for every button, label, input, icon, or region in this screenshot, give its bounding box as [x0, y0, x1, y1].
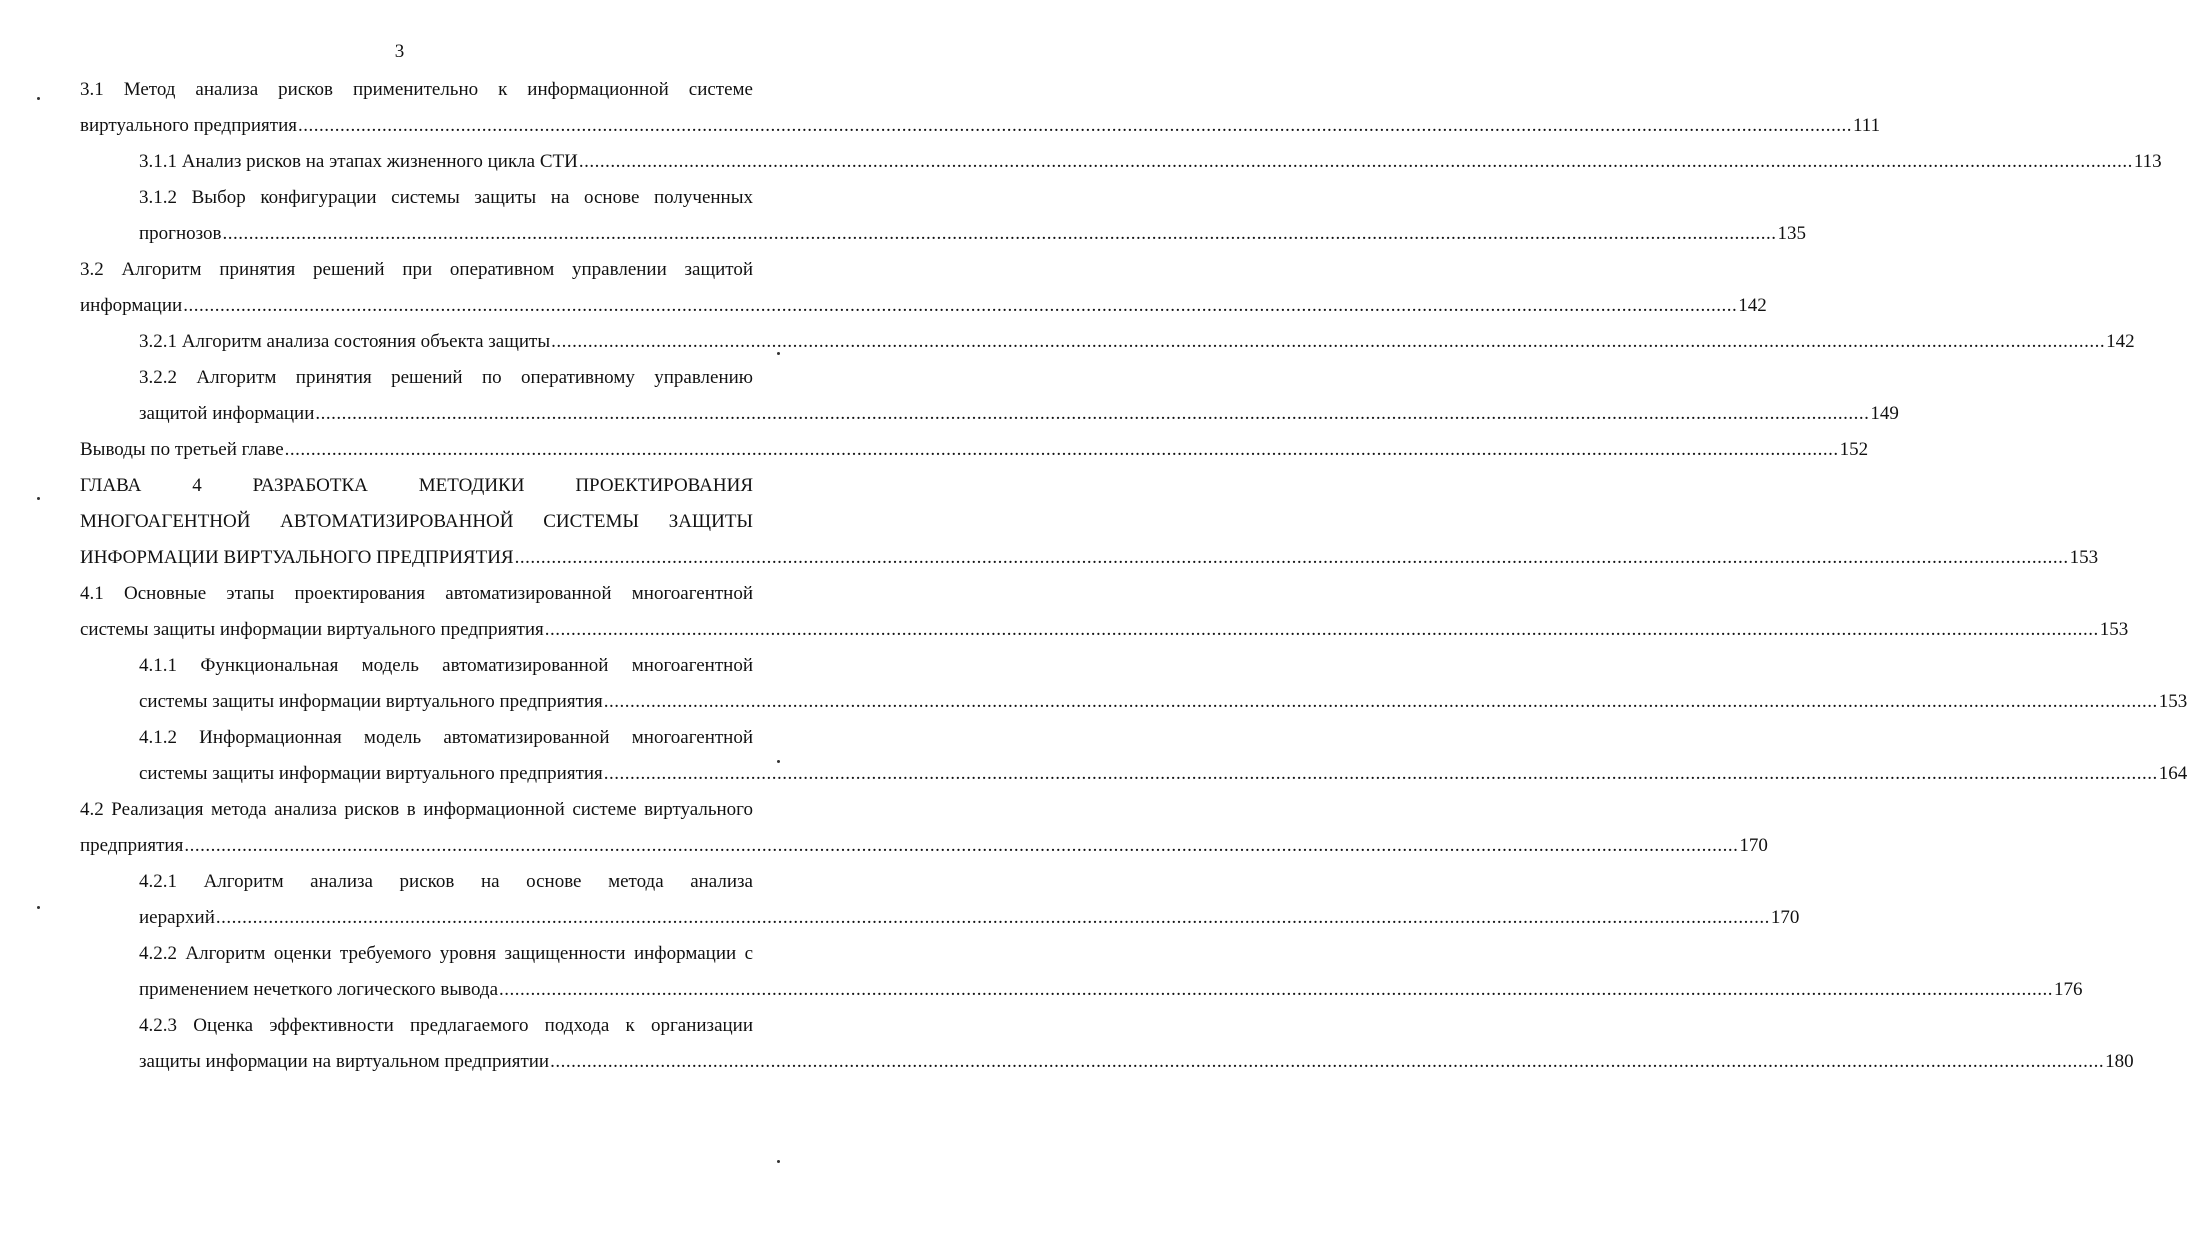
toc-page-number: 180 — [2105, 1051, 2134, 1072]
toc-chapter-line: ГЛАВА 4 РАЗРАБОТКА МЕТОДИКИ ПРОЕКТИРОВАНИЯ — [80, 475, 753, 496]
dot-leader: ........................................................................................................................................................................................................................................................................................................ — [184, 835, 1739, 856]
toc-entry-line: 4.2.2 Алгоритм оценки требуемого уровня защищенности информации с — [139, 943, 753, 964]
toc-entry-text: 3.1.1 Анализ рисков на этапах жизненного цикла СТИ — [139, 151, 578, 172]
toc-entry — [80, 576, 2129, 648]
toc-page-number: 142 — [1738, 295, 1767, 316]
toc-chapter-entry — [80, 468, 2099, 576]
dot-leader: ........................................................................................................................................................................................................................................................................................................ — [222, 223, 1777, 244]
dot-leader: ........................................................................................................................................................................................................................................................................................................ — [603, 691, 2158, 712]
toc-entry-line: 4.2.3 Оценка эффективности предлагаемого подхода к организации — [139, 1015, 753, 1036]
toc-entry-last-line — [139, 1044, 2134, 1080]
toc-entry-text: прогнозов — [139, 223, 222, 244]
toc-entry-text: иерархий — [139, 907, 215, 928]
toc-page-number: 170 — [1770, 907, 1800, 928]
toc-entry — [80, 648, 2187, 720]
scan-speck — [777, 352, 780, 355]
toc-entry-last-line — [139, 900, 1800, 936]
toc-entry — [80, 324, 2135, 360]
toc-entry-line: 4.1.1 Функциональная модель автоматизированной многоагентной — [139, 655, 753, 676]
scan-speck — [37, 906, 40, 909]
toc-entry-last-line — [139, 324, 2135, 360]
toc-entry-last-line — [139, 144, 2162, 180]
toc-entry-text: ИНФОРМАЦИИ ВИРТУАЛЬНОГО ПРЕДПРИЯТИЯ — [80, 547, 514, 568]
toc-entry — [80, 864, 1800, 936]
toc-entry — [80, 360, 1899, 432]
toc-entry-last-line — [80, 288, 1767, 324]
toc-entry-line: 4.1.2 Информационная модель автоматизированной многоагентной — [139, 727, 753, 748]
toc-entry-last-line — [139, 216, 1806, 252]
toc-page-number: 153 — [2158, 691, 2187, 712]
toc-entry — [80, 720, 2187, 792]
toc-entry-line: 3.1 Метод анализа рисков применительно к информационной системе — [80, 79, 753, 100]
toc-entry-text: защитой информации — [139, 403, 315, 424]
dot-leader: ........................................................................................................................................................................................................................................................................................................ — [183, 295, 1738, 316]
dot-leader: ........................................................................................................................................................................................................................................................................................................ — [284, 439, 1839, 460]
dot-leader: ........................................................................................................................................................................................................................................................................................................ — [544, 619, 2099, 640]
toc-page-number: 135 — [1777, 223, 1806, 244]
toc-entry-text: информации — [80, 295, 183, 316]
dot-leader: ........................................................................................................................................................................................................................................................................................................ — [315, 403, 1870, 424]
toc-entry-text: виртуального предприятия — [80, 115, 297, 136]
toc-page-number: 170 — [1739, 835, 1768, 856]
toc-entry-last-line — [80, 432, 1869, 468]
toc-entry-last-line — [139, 756, 2187, 792]
toc-page-number: 176 — [2054, 979, 2083, 1000]
dot-leader: ........................................................................................................................................................................................................................................................................................................ — [215, 907, 1770, 928]
dot-leader: ........................................................................................................................................................................................................................................................................................................ — [603, 763, 2158, 784]
toc-entry — [80, 792, 1768, 864]
scan-speck — [777, 1160, 780, 1163]
toc-entry-text: защиты информации на виртуальном предприятии — [139, 1051, 550, 1072]
dot-leader: ........................................................................................................................................................................................................................................................................................................ — [297, 115, 1852, 136]
toc-page-number: 153 — [2069, 547, 2099, 568]
toc-entry-line: 4.1 Основные этапы проектирования автоматизированной многоагентной — [80, 583, 753, 604]
toc-entry — [80, 936, 2083, 1008]
dot-leader: ........................................................................................................................................................................................................................................................................................................ — [550, 1051, 2105, 1072]
toc-page-number: 164 — [2158, 763, 2187, 784]
toc-entry-last-line — [80, 540, 2099, 576]
toc-entry-line: 4.2 Реализация метода анализа рисков в информационной системе виртуального — [80, 799, 753, 820]
dot-leader: ........................................................................................................................................................................................................................................................................................................ — [499, 979, 2053, 1000]
toc-page-number: 152 — [1839, 439, 1869, 460]
toc-entry-last-line — [80, 828, 1768, 864]
toc-page-number: 113 — [2133, 151, 2162, 172]
toc-entry — [80, 72, 1881, 144]
toc-entry-line: 3.2.2 Алгоритм принятия решений по оперативному управлению — [139, 367, 753, 388]
scan-speck — [37, 497, 40, 500]
scan-speck — [777, 760, 780, 763]
toc-entry — [80, 252, 1767, 324]
scan-speck — [37, 97, 40, 100]
dot-leader: ........................................................................................................................................................................................................................................................................................................ — [578, 151, 2133, 172]
toc-entry-text: системы защиты информации виртуального предприятия — [139, 691, 603, 712]
toc-entry-last-line — [139, 684, 2187, 720]
dot-leader: ........................................................................................................................................................................................................................................................................................................ — [514, 547, 2069, 568]
toc-entry-line: 4.2.1 Алгоритм анализа рисков на основе метода анализа — [139, 871, 753, 892]
toc-entry-text: системы защиты информации виртуального предприятия — [139, 763, 603, 784]
toc-page-number: 111 — [1852, 115, 1881, 136]
toc-chapter-line: МНОГОАГЕНТНОЙ АВТОМАТИЗИРОВАННОЙ СИСТЕМЫ ЗАЩИТЫ — [80, 511, 753, 532]
toc-entry-last-line — [80, 612, 2129, 648]
table-of-contents — [80, 72, 2187, 1080]
toc-entry — [80, 144, 2162, 180]
toc-entry-last-line — [139, 972, 2083, 1008]
toc-entry-line: 3.2 Алгоритм принятия решений при оперативном управлении защитой — [80, 259, 753, 280]
dot-leader: ........................................................................................................................................................................................................................................................................................................ — [551, 331, 2106, 352]
toc-entry-text: 3.2.1 Алгоритм анализа состояния объекта защиты — [139, 331, 551, 352]
toc-entry-text: Выводы по третьей главе — [80, 439, 284, 460]
toc-entry-text: предприятия — [80, 835, 184, 856]
toc-entry — [80, 432, 1869, 468]
toc-entry-text: применением нечеткого логического вывода — [139, 979, 498, 1000]
toc-entry-line: 3.1.2 Выбор конфигурации системы защиты на основе полученных — [139, 187, 753, 208]
toc-entry — [80, 1008, 2134, 1080]
toc-page-number: 149 — [1870, 403, 1899, 424]
toc-page-number: 153 — [2099, 619, 2129, 640]
toc-entry-text: системы защиты информации виртуального предприятия — [80, 619, 544, 640]
toc-entry — [80, 180, 1806, 252]
page-number: 3 — [394, 41, 405, 62]
toc-page-number: 142 — [2106, 331, 2135, 352]
toc-entry-last-line — [80, 108, 1881, 144]
toc-entry-last-line — [139, 396, 1899, 432]
